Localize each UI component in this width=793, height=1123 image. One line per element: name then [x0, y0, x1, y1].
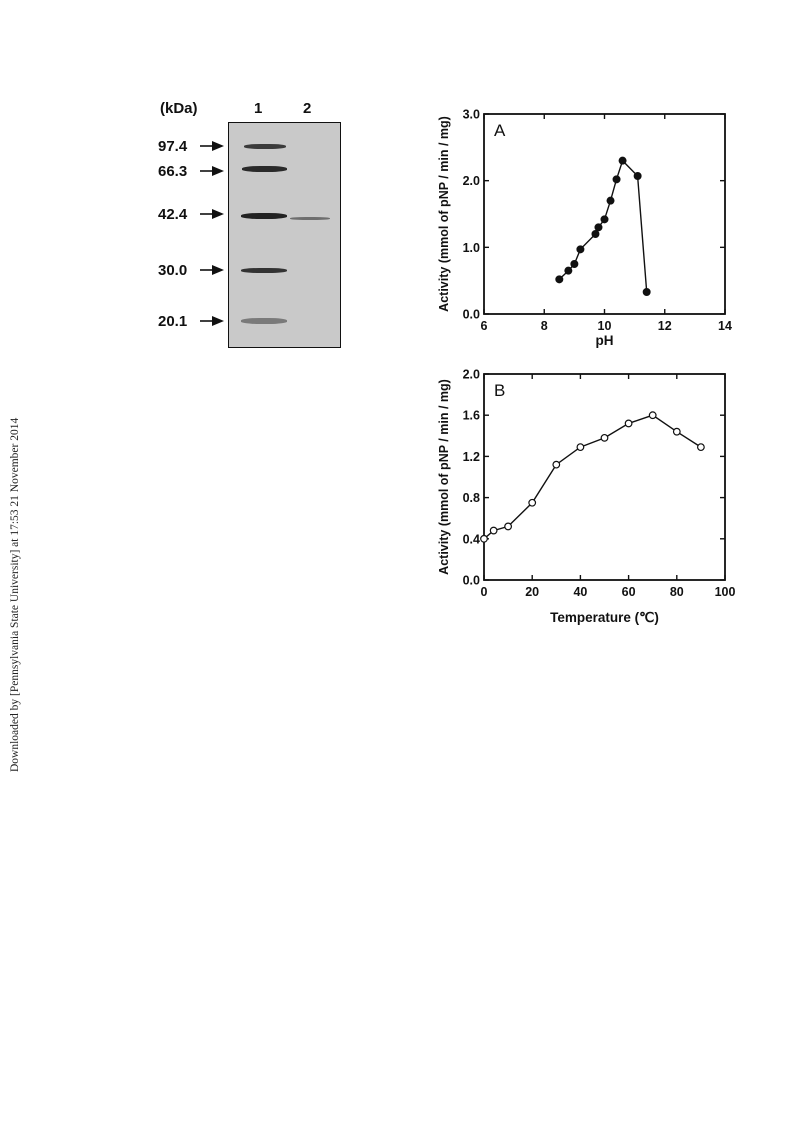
y-tick-label: 1.6: [462, 408, 480, 423]
marker-label: 30.0: [158, 261, 188, 279]
marker-66-3: [158, 162, 226, 180]
x-tick-label: 80: [669, 585, 684, 599]
plot-frame: [484, 114, 725, 314]
data-point: [577, 444, 584, 451]
data-point: [505, 523, 512, 530]
data-point: [634, 173, 641, 180]
arrow-right-icon: [200, 140, 226, 152]
x-axis-label: Temperature (℃): [550, 610, 659, 625]
marker-band: [241, 268, 287, 273]
gel-image: [228, 122, 341, 348]
y-tick-label: 0.4: [462, 532, 480, 547]
data-point: [643, 289, 650, 296]
y-axis-label: Activity (mmol of pNP / min / mg): [437, 379, 451, 575]
x-axis-label: pH: [595, 333, 614, 348]
x-tick-label: 14: [718, 319, 732, 333]
data-point: [553, 461, 560, 468]
download-note-text: Downloaded by [Pennsylvania State University] at 17:53 21 November 2014: [9, 417, 21, 772]
data-point: [592, 231, 599, 238]
marker-20-1: [158, 312, 226, 330]
x-tick-label: 8: [540, 319, 548, 333]
y-tick-label: 1.2: [462, 449, 480, 464]
data-point: [481, 536, 488, 543]
data-point: [529, 499, 536, 506]
x-tick-label: 12: [657, 319, 672, 333]
data-point: [571, 261, 578, 268]
arrow-right-icon: [200, 315, 226, 327]
plot-frame: [484, 374, 725, 580]
y-tick-label: 0.0: [462, 573, 480, 588]
data-point: [556, 276, 563, 283]
data-point: [619, 157, 626, 164]
series-line: [484, 415, 701, 539]
data-point: [625, 420, 632, 427]
arrow-right-icon: [200, 165, 226, 177]
x-tick-label: 100: [714, 585, 736, 599]
arrow-right-icon: [200, 264, 226, 276]
marker-label: 97.4: [158, 137, 188, 155]
panel-label: A: [494, 121, 506, 140]
data-point: [674, 428, 681, 435]
y-tick-label: 0.8: [462, 491, 480, 506]
panel-label: B: [494, 381, 506, 400]
x-tick-label: 20: [525, 585, 540, 599]
lane-label-2: 2: [303, 100, 312, 117]
data-point: [607, 197, 614, 204]
download-watermark: [1, 360, 21, 780]
chart-temperature-activity: [437, 368, 735, 626]
data-point: [595, 224, 602, 231]
marker-30-0: [158, 261, 226, 279]
data-point: [565, 267, 572, 274]
x-tick-label: 40: [573, 585, 588, 599]
lane-label-1: 1: [254, 100, 263, 117]
y-tick-label: 2.0: [462, 174, 480, 189]
data-point: [698, 444, 705, 451]
y-axis-label: Activity (mmol of pNP / min / mg): [437, 116, 451, 312]
data-point: [490, 527, 497, 534]
y-tick-label: 0.0: [462, 307, 480, 322]
marker-band: [244, 144, 286, 149]
chart-ph-activity: [437, 108, 732, 349]
marker-label: 20.1: [158, 312, 188, 330]
series-line: [559, 161, 646, 292]
data-point: [601, 216, 608, 223]
data-point: [649, 412, 656, 419]
x-tick-label: 10: [597, 319, 612, 333]
data-point: [613, 176, 620, 183]
marker-band: [241, 213, 287, 219]
marker-42-4: [158, 205, 226, 223]
arrow-right-icon: [200, 208, 226, 220]
y-tick-label: 1.0: [462, 240, 480, 255]
marker-band: [242, 166, 287, 172]
data-point: [601, 435, 608, 442]
x-tick-label: 0: [480, 585, 488, 599]
x-tick-label: 60: [621, 585, 636, 599]
marker-band: [241, 318, 287, 324]
y-tick-label: 3.0: [462, 107, 480, 122]
y-tick-label: 2.0: [462, 367, 480, 382]
x-tick-label: 6: [480, 319, 488, 333]
gel-unit-label: (kDa): [160, 100, 198, 117]
sample-band: [290, 217, 330, 220]
marker-label: 66.3: [158, 162, 188, 180]
data-point: [577, 246, 584, 253]
marker-97-4: [158, 137, 226, 155]
marker-label: 42.4: [158, 205, 188, 223]
